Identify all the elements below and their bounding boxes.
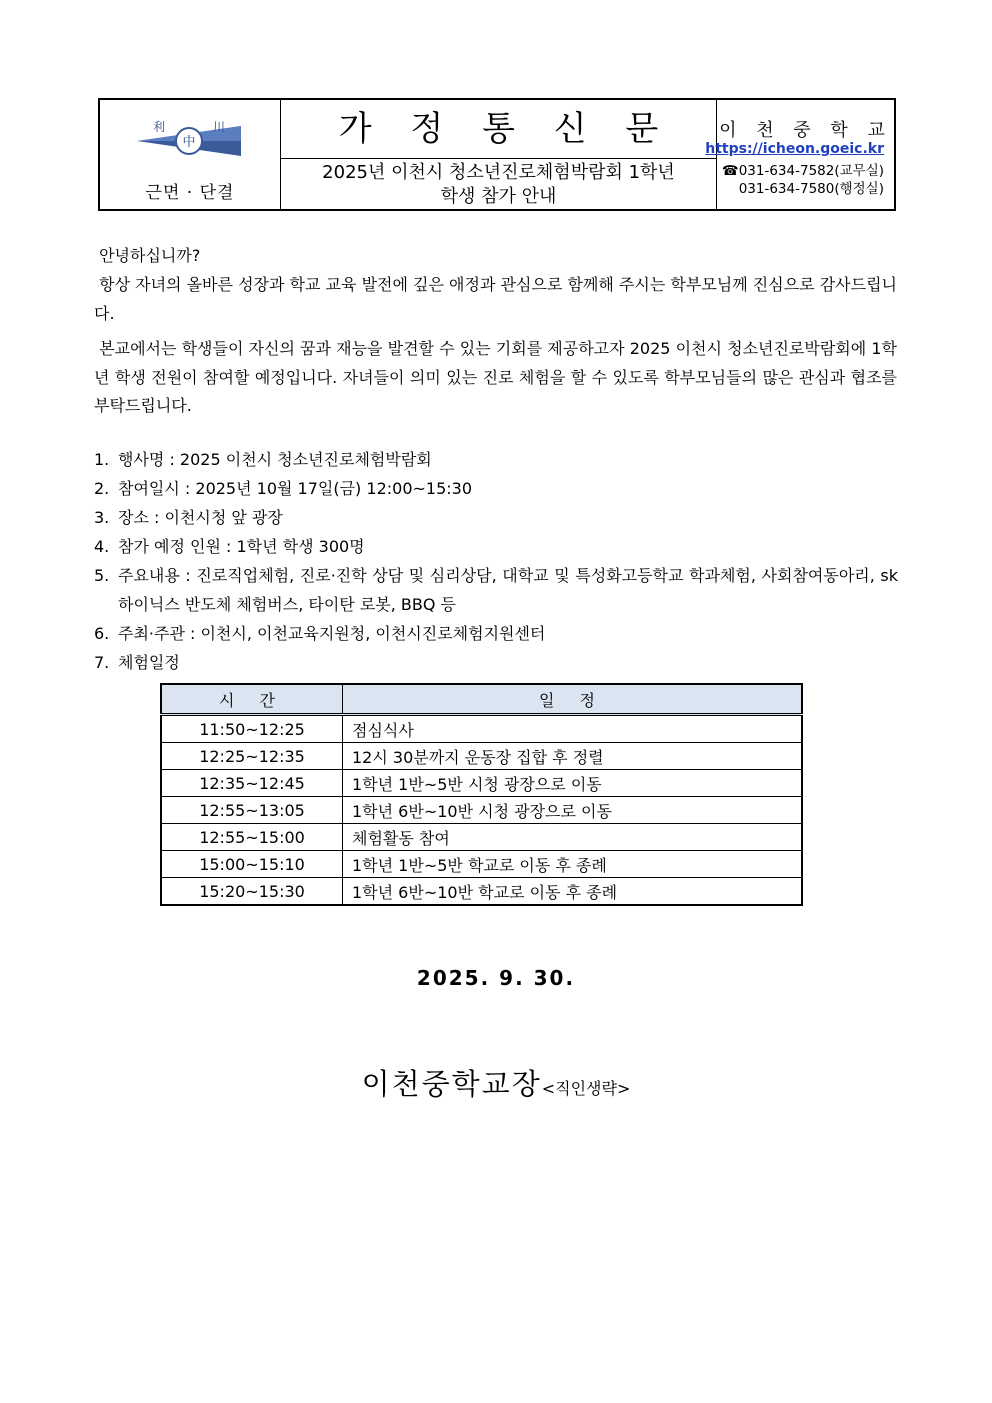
list-item: 6. 주최·주관 : 이천시, 이천교육지원청, 이천시진로체험지원센터	[94, 624, 546, 643]
paragraph-thanks: 항상 자녀의 올바른 성장과 학교 교육 발전에 깊은 애정과 관심으로 함께해 주시는 학부모님께 진심으로 감사드립니다.	[94, 275, 897, 323]
signer-name: 이천중학교장	[361, 1067, 542, 1101]
table-header-row	[161, 684, 802, 715]
table-row: 12:55~13:05 1학년 6반~10반 시청 광장으로 이동	[161, 797, 802, 824]
subtitle-line-1: 2025년 이천시 청소년진로체험박람회 1학년	[322, 162, 675, 183]
letter-header	[98, 98, 896, 211]
table-row: 12:25~12:35 12시 30분까지 운동장 집합 후 정렬	[161, 743, 802, 770]
paragraph-notice: 본교에서는 학생들이 자신의 꿈과 재능을 발견할 수 있는 기회를 제공하고자 2025 이천시 청소년진로박람회에 1학년 학생 전원이 참여할 예정입니다. 자녀들이 의미 있는 진로 체험을 할 수 있도록 학부모님들의 많은 관심과 협조를 부탁드립니다.	[94, 339, 897, 415]
school-info-cell	[705, 100, 894, 209]
letter-subtitle	[281, 159, 716, 209]
issue-date: 2025. 9. 30.	[416, 966, 576, 990]
table-row: 12:55~15:00 체험활동 참여	[161, 824, 802, 851]
phone-office: ☎031-634-7582(교무실)	[721, 163, 884, 179]
list-item: 1. 행사명 : 2025 이천시 청소년진로체험박람회	[94, 450, 432, 469]
subtitle-line-2: 학생 참가 안내	[440, 186, 557, 207]
header-time: 시 간	[161, 684, 343, 715]
seal-note: <직인생략>	[541, 1079, 631, 1098]
logo-char-left: 利	[152, 120, 166, 134]
school-emblem-cell	[100, 100, 281, 209]
school-name: 이 천 중 학 교	[719, 120, 892, 141]
greeting: 안녕하십니까?	[99, 246, 201, 265]
table-row: 11:50~12:25 점심식사	[161, 715, 802, 743]
logo-char-center: 中	[182, 135, 196, 150]
table-row: 15:20~15:30 1학년 6반~10반 학교로 이동 후 종례	[161, 878, 802, 906]
table-row: 12:35~12:45 1학년 1반~5반 시청 광장으로 이동	[161, 770, 802, 797]
letter-title: 가 정 통 신 문	[281, 100, 716, 159]
list-item: 2. 참여일시 : 2025년 10월 17일(금) 12:00~15:30	[94, 479, 473, 498]
phone-admin: 031-634-7580(행정실)	[738, 181, 884, 197]
school-logo-icon	[137, 114, 241, 168]
signature-block	[0, 1062, 992, 1103]
school-motto: 근면 · 단결	[145, 183, 235, 203]
list-item: 7. 체험일정	[94, 653, 180, 672]
event-details-list	[94, 445, 898, 677]
list-item: 5. 주요내용 : 진로직업체험, 진로·진학 상담 및 심리상담, 대학교 및 특성화고등학교 학과체험, 사회참여동아리, sk하이닉스 반도체 체험버스, 타이탄 로봇, BBQ 등	[94, 566, 898, 614]
schedule-table	[160, 683, 803, 906]
list-item: 4. 참가 예정 인원 : 1학년 학생 300명	[94, 537, 365, 556]
title-cell	[281, 100, 717, 209]
list-item: 3. 장소 : 이천시청 앞 광장	[94, 508, 283, 527]
header-schedule: 일 정	[343, 684, 803, 715]
table-row: 15:00~15:10 1학년 1반~5반 학교로 이동 후 종례	[161, 851, 802, 878]
logo-char-right: 川	[212, 120, 226, 134]
school-url-link[interactable]: https://icheon.goeic.kr	[705, 141, 884, 157]
